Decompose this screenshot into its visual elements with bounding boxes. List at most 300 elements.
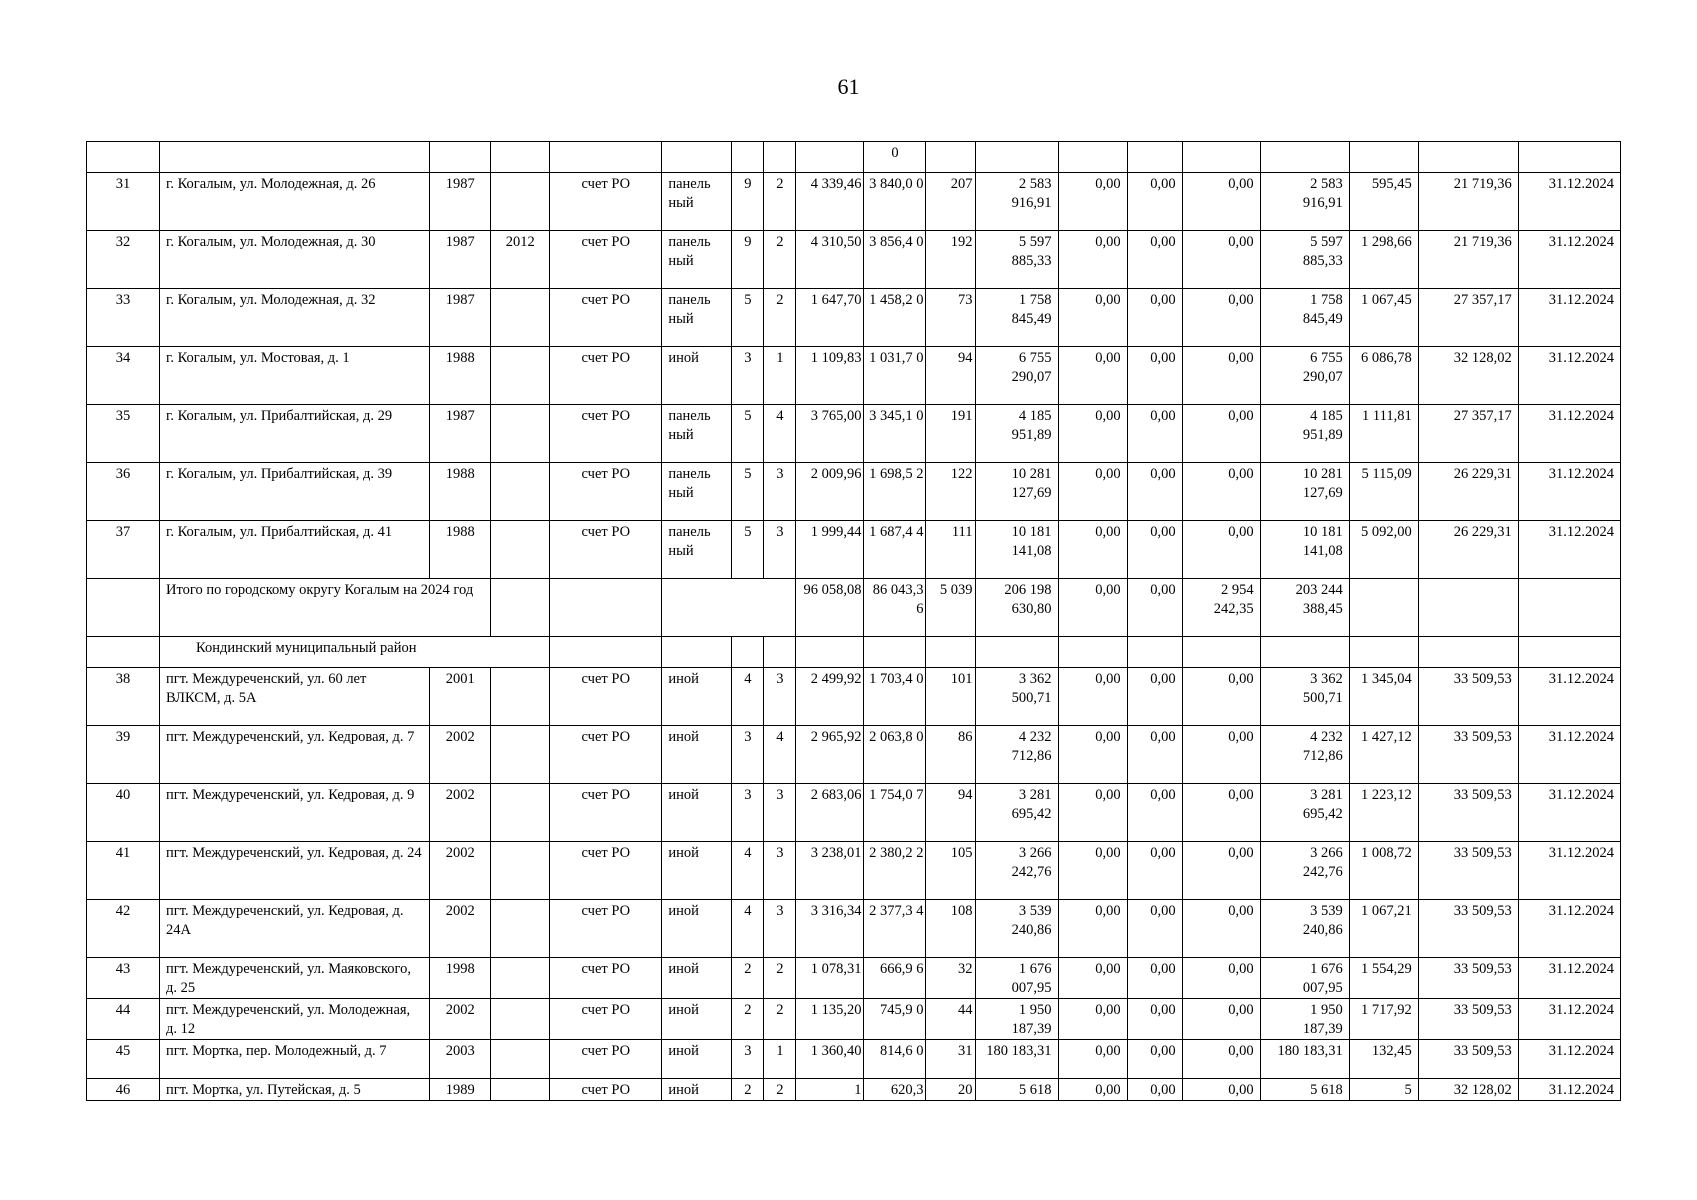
cell-floors: 9 — [732, 231, 764, 289]
cell-fund-regional: 0,00 — [1127, 289, 1182, 347]
cell-max-unit-cost: 33 509,53 — [1418, 726, 1518, 784]
cell-unit-cost: 1 298,66 — [1349, 231, 1418, 289]
cell-fund-federal: 0,00 — [1058, 1079, 1127, 1101]
cell-fund-local: 0,00 — [1182, 958, 1260, 999]
cell-fund-federal: 0,00 — [1058, 726, 1127, 784]
cell-residents: 32 — [926, 958, 975, 999]
cell-address: пгт. Мортка, ул. Путейская, д. 5 — [160, 1079, 430, 1101]
cell-floors: 3 — [732, 784, 764, 842]
cell-max-unit-cost: 21 719,36 — [1418, 231, 1518, 289]
cell-year-built: 2001 — [430, 668, 491, 726]
cell-fund-federal: 0,00 — [1058, 958, 1127, 999]
cell-floors: 4 — [732, 900, 764, 958]
cell-empty — [1349, 637, 1418, 668]
cell-entrances: 3 — [764, 521, 796, 579]
cell-year-built: 2002 — [430, 784, 491, 842]
subtotal-area2: 86 043,3 6 — [864, 579, 926, 637]
cell-floors: 3 — [732, 347, 764, 405]
cell-fund-regional: 0,00 — [1127, 958, 1182, 999]
cell-total-area: 3 765,00 — [796, 405, 864, 463]
cell-fund-regional: 0,00 — [1127, 668, 1182, 726]
cell-fund-federal: 0,00 — [1058, 1040, 1127, 1079]
cell-fund-federal: 0,00 — [1058, 999, 1127, 1040]
cell-number: 33 — [87, 289, 160, 347]
cell-number: 43 — [87, 958, 160, 999]
cell-total-cost: 3 362 500,71 — [975, 668, 1058, 726]
cell-fund-local: 0,00 — [1182, 289, 1260, 347]
cell-living-area: 2 380,2 2 — [864, 842, 926, 900]
cell-funding: счет РО — [550, 999, 662, 1040]
cell-year-built: 2002 — [430, 900, 491, 958]
cell-fund-owners: 3 362 500,71 — [1260, 668, 1349, 726]
cell-plan-date: 31.12.2024 — [1518, 784, 1620, 842]
cell-entrances: 4 — [764, 405, 796, 463]
cell-unit-cost: 132,45 — [1349, 1040, 1418, 1079]
cell-entrances: 2 — [764, 1079, 796, 1101]
cell-year-overhaul — [491, 784, 550, 842]
cell-funding: счет РО — [550, 726, 662, 784]
cell-year-overhaul — [491, 1040, 550, 1079]
cell-wall-material: панель ный — [662, 231, 732, 289]
cell-fund-local: 0,00 — [1182, 1079, 1260, 1101]
cell-area-living-continued: 0 — [864, 142, 926, 173]
cell-wall-material: панель ный — [662, 521, 732, 579]
cell-year-built: 1987 — [430, 231, 491, 289]
cell-empty — [491, 579, 550, 637]
cell-fund-owners: 3 539 240,86 — [1260, 900, 1349, 958]
cell-unit-cost: 5 092,00 — [1349, 521, 1418, 579]
cell-floors: 3 — [732, 1040, 764, 1079]
cell-funding: счет РО — [550, 900, 662, 958]
cell-residents: 94 — [926, 784, 975, 842]
cell-max-unit-cost: 33 509,53 — [1418, 668, 1518, 726]
cell-max-unit-cost: 26 229,31 — [1418, 521, 1518, 579]
cell-floors: 9 — [732, 173, 764, 231]
subtotal-row — [87, 579, 1621, 637]
cell-address: г. Когалым, ул. Прибалтийская, д. 39 — [160, 463, 430, 521]
cell-max-unit-cost: 33 509,53 — [1418, 958, 1518, 999]
cell-empty — [1418, 579, 1518, 637]
cell-total-area: 1 360,40 — [796, 1040, 864, 1079]
cell-fund-owners: 2 583 916,91 — [1260, 173, 1349, 231]
cell-unit-cost: 1 554,29 — [1349, 958, 1418, 999]
cell-entrances: 3 — [764, 842, 796, 900]
cell-fund-regional: 0,00 — [1127, 231, 1182, 289]
cell-total-cost: 6 755 290,07 — [975, 347, 1058, 405]
cell-fund-owners: 4 232 712,86 — [1260, 726, 1349, 784]
cell-address: пгт. Междуреченский, ул. Кедровая, д. 24А — [160, 900, 430, 958]
cell-funding: счет РО — [550, 668, 662, 726]
cell-wall-material: иной — [662, 726, 732, 784]
cell-address: пгт. Междуреченский, ул. Кедровая, д. 24 — [160, 842, 430, 900]
cell-fund-owners: 3 266 242,76 — [1260, 842, 1349, 900]
table-row — [87, 463, 1621, 521]
table-row — [87, 521, 1621, 579]
cell-year-built: 1987 — [430, 405, 491, 463]
cell-total-area: 1 109,83 — [796, 347, 864, 405]
cell-residents: 111 — [926, 521, 975, 579]
cell-year-overhaul — [491, 347, 550, 405]
cell-total-area: 4 310,50 — [796, 231, 864, 289]
cell-residents: 73 — [926, 289, 975, 347]
cell-total-cost: 1 758 845,49 — [975, 289, 1058, 347]
cell-number: 46 — [87, 1079, 160, 1101]
subtotal-f4: 203 244 388,45 — [1260, 579, 1349, 637]
cell-fund-regional: 0,00 — [1127, 999, 1182, 1040]
cell-unit-cost: 1 008,72 — [1349, 842, 1418, 900]
cell-empty — [1418, 637, 1518, 668]
cell-living-area: 745,9 0 — [864, 999, 926, 1040]
cell-total-cost: 10 181 141,08 — [975, 521, 1058, 579]
cell-total-area: 2 965,92 — [796, 726, 864, 784]
cell-address: г. Когалым, ул. Прибалтийская, д. 29 — [160, 405, 430, 463]
cell-total-area: 1 135,20 — [796, 999, 864, 1040]
cell-wall-material: иной — [662, 668, 732, 726]
cell-fund-federal: 0,00 — [1058, 668, 1127, 726]
cell-max-unit-cost: 27 357,17 — [1418, 289, 1518, 347]
cell-entrances: 2 — [764, 231, 796, 289]
cell-empty — [1518, 637, 1620, 668]
cell-living-area: 1 703,4 0 — [864, 668, 926, 726]
cell-address: пгт. Междуреченский, ул. Кедровая, д. 9 — [160, 784, 430, 842]
cell-empty — [764, 637, 796, 668]
cell-unit-cost: 5 115,09 — [1349, 463, 1418, 521]
cell-year-overhaul — [491, 289, 550, 347]
cell-fund-owners: 5 618 — [1260, 1079, 1349, 1101]
buildings-table — [86, 141, 1621, 1101]
page-number: 61 — [837, 74, 860, 99]
cell-plan-date: 31.12.2024 — [1518, 289, 1620, 347]
cell-unit-cost: 6 086,78 — [1349, 347, 1418, 405]
table-row — [87, 231, 1621, 289]
cell-residents: 108 — [926, 900, 975, 958]
cell-unit-cost: 1 427,12 — [1349, 726, 1418, 784]
subtotal-total: 206 198 630,80 — [975, 579, 1058, 637]
cell-floors: 4 — [732, 668, 764, 726]
cell-residents: 44 — [926, 999, 975, 1040]
cell-living-area: 1 698,5 2 — [864, 463, 926, 521]
cell-fund-federal: 0,00 — [1058, 784, 1127, 842]
cell-max-unit-cost: 33 509,53 — [1418, 784, 1518, 842]
cell-number: 38 — [87, 668, 160, 726]
cell-total-area: 2 499,92 — [796, 668, 864, 726]
cell-residents: 20 — [926, 1079, 975, 1101]
cell-entrances: 2 — [764, 999, 796, 1040]
cell-empty — [550, 579, 662, 637]
cell-number: 35 — [87, 405, 160, 463]
cell-fund-local: 0,00 — [1182, 668, 1260, 726]
cell-year-built: 1987 — [430, 289, 491, 347]
cell-year-built: 1988 — [430, 521, 491, 579]
cell-fund-owners: 10 181 141,08 — [1260, 521, 1349, 579]
table-row — [87, 405, 1621, 463]
cell-fund-regional: 0,00 — [1127, 463, 1182, 521]
cell-funding: счет РО — [550, 173, 662, 231]
cell-empty — [1127, 637, 1182, 668]
cell-residents: 86 — [926, 726, 975, 784]
cell-max-unit-cost: 26 229,31 — [1418, 463, 1518, 521]
cell-empty — [662, 637, 732, 668]
subtotal-area: 96 058,08 — [796, 579, 864, 637]
cell-floors: 5 — [732, 289, 764, 347]
cell-empty — [87, 637, 160, 668]
cell-wall-material: иной — [662, 1079, 732, 1101]
cell-entrances: 2 — [764, 958, 796, 999]
cell-floors: 5 — [732, 521, 764, 579]
cell-unit-cost: 1 345,04 — [1349, 668, 1418, 726]
table-row — [87, 726, 1621, 784]
cell-number: 41 — [87, 842, 160, 900]
cell-max-unit-cost: 32 128,02 — [1418, 347, 1518, 405]
cell-number: 39 — [87, 726, 160, 784]
cell-living-area: 1 031,7 0 — [864, 347, 926, 405]
cell-wall-material: иной — [662, 900, 732, 958]
cell-address: г. Когалым, ул. Прибалтийская, д. 41 — [160, 521, 430, 579]
cell-address: пгт. Междуреченский, ул. Молодежная, д. 12 — [160, 999, 430, 1040]
section-row — [87, 637, 1621, 668]
cell-total-area: 1 — [796, 1079, 864, 1101]
cell-total-cost: 3 266 242,76 — [975, 842, 1058, 900]
cell-funding: счет РО — [550, 347, 662, 405]
cell-fund-local: 0,00 — [1182, 231, 1260, 289]
table-row — [87, 1079, 1621, 1101]
cell-entrances: 3 — [764, 668, 796, 726]
cell-total-area: 3 238,01 — [796, 842, 864, 900]
cell-max-unit-cost: 21 719,36 — [1418, 173, 1518, 231]
cell-total-area: 1 999,44 — [796, 521, 864, 579]
cell-year-built: 1989 — [430, 1079, 491, 1101]
cell-fund-federal: 0,00 — [1058, 173, 1127, 231]
cell-entrances: 3 — [764, 463, 796, 521]
cell-plan-date: 31.12.2024 — [1518, 668, 1620, 726]
cell-plan-date: 31.12.2024 — [1518, 726, 1620, 784]
cell-empty — [1518, 579, 1620, 637]
cell-plan-date: 31.12.2024 — [1518, 842, 1620, 900]
cell-wall-material: иной — [662, 842, 732, 900]
cell-address: пгт. Междуреченский, ул. Кедровая, д. 7 — [160, 726, 430, 784]
cell-entrances: 1 — [764, 1040, 796, 1079]
subtotal-ppl: 5 039 — [926, 579, 975, 637]
cell-entrances: 2 — [764, 173, 796, 231]
cell-unit-cost: 1 717,92 — [1349, 999, 1418, 1040]
cell-floors: 5 — [732, 463, 764, 521]
cell-plan-date: 31.12.2024 — [1518, 231, 1620, 289]
cell-number: 34 — [87, 347, 160, 405]
cell-fund-regional: 0,00 — [1127, 842, 1182, 900]
cell-residents: 191 — [926, 405, 975, 463]
cell-total-area: 2 009,96 — [796, 463, 864, 521]
cell-total-cost: 5 597 885,33 — [975, 231, 1058, 289]
cell-wall-material: иной — [662, 784, 732, 842]
cell-max-unit-cost: 32 128,02 — [1418, 1079, 1518, 1101]
cell-address: г. Когалым, ул. Молодежная, д. 32 — [160, 289, 430, 347]
cell-fund-regional: 0,00 — [1127, 900, 1182, 958]
cell-unit-cost: 1 223,12 — [1349, 784, 1418, 842]
cell-residents: 192 — [926, 231, 975, 289]
cell-fund-local: 0,00 — [1182, 463, 1260, 521]
cell-year-built: 1987 — [430, 173, 491, 231]
cell-funding: счет РО — [550, 1079, 662, 1101]
cell-fund-regional: 0,00 — [1127, 173, 1182, 231]
cell-fund-owners: 5 597 885,33 — [1260, 231, 1349, 289]
cell-living-area: 2 063,8 0 — [864, 726, 926, 784]
cell-year-overhaul — [491, 726, 550, 784]
cell-year-built: 2002 — [430, 726, 491, 784]
cell-total-area: 4 339,46 — [796, 173, 864, 231]
cell-entrances: 2 — [764, 289, 796, 347]
cell-address: пгт. Междуреченский, ул. Маяковского, д. 25 — [160, 958, 430, 999]
cell-plan-date: 31.12.2024 — [1518, 347, 1620, 405]
cell-year-overhaul — [491, 173, 550, 231]
cell-year-built: 2002 — [430, 999, 491, 1040]
table-row — [87, 1040, 1621, 1079]
cell-living-area: 1 458,2 0 — [864, 289, 926, 347]
table-row — [87, 289, 1621, 347]
cell-total-cost: 180 183,31 — [975, 1040, 1058, 1079]
table-row — [87, 142, 1621, 173]
cell-floors: 3 — [732, 726, 764, 784]
cell-living-area: 1 687,4 4 — [864, 521, 926, 579]
cell-year-overhaul — [491, 999, 550, 1040]
cell-fund-regional: 0,00 — [1127, 347, 1182, 405]
cell-entrances: 1 — [764, 347, 796, 405]
cell-fund-federal: 0,00 — [1058, 521, 1127, 579]
cell-wall-material: панель ный — [662, 463, 732, 521]
cell-max-unit-cost: 33 509,53 — [1418, 842, 1518, 900]
cell-fund-regional: 0,00 — [1127, 405, 1182, 463]
cell-fund-owners: 6 755 290,07 — [1260, 347, 1349, 405]
cell-floors: 4 — [732, 842, 764, 900]
cell-fund-federal: 0,00 — [1058, 842, 1127, 900]
cell-wall-material: панель ный — [662, 405, 732, 463]
cell-year-overhaul — [491, 842, 550, 900]
cell-address: г. Когалым, ул. Молодежная, д. 30 — [160, 231, 430, 289]
cell-floors: 5 — [732, 405, 764, 463]
cell-funding: счет РО — [550, 463, 662, 521]
cell-total-cost: 1 950 187,39 — [975, 999, 1058, 1040]
subtotal-label: Итого по городскому округу Когалым на 2024 год — [160, 579, 491, 637]
cell-fund-regional: 0,00 — [1127, 521, 1182, 579]
cell-year-overhaul — [491, 405, 550, 463]
cell-fund-local: 0,00 — [1182, 784, 1260, 842]
cell-residents: 101 — [926, 668, 975, 726]
cell-year-built: 1988 — [430, 463, 491, 521]
cell-fund-local: 0,00 — [1182, 999, 1260, 1040]
cell-year-overhaul — [491, 521, 550, 579]
cell-fund-federal: 0,00 — [1058, 289, 1127, 347]
cell-funding: счет РО — [550, 231, 662, 289]
cell-year-built: 1998 — [430, 958, 491, 999]
cell-empty — [732, 637, 764, 668]
cell-year-built: 1988 — [430, 347, 491, 405]
cell-living-area: 666,9 6 — [864, 958, 926, 999]
cell-year-overhaul — [491, 900, 550, 958]
cell-wall-material: панель ный — [662, 173, 732, 231]
cell-living-area: 3 856,4 0 — [864, 231, 926, 289]
cell-year-overhaul: 2012 — [491, 231, 550, 289]
cell-number: 36 — [87, 463, 160, 521]
cell-living-area: 3 345,1 0 — [864, 405, 926, 463]
cell-max-unit-cost: 33 509,53 — [1418, 900, 1518, 958]
cell-address: г. Когалым, ул. Мостовая, д. 1 — [160, 347, 430, 405]
cell-fund-regional: 0,00 — [1127, 1079, 1182, 1101]
cell-living-area: 2 377,3 4 — [864, 900, 926, 958]
cell-year-built: 2002 — [430, 842, 491, 900]
cell-residents: 31 — [926, 1040, 975, 1079]
cell-number: 45 — [87, 1040, 160, 1079]
cell-residents: 207 — [926, 173, 975, 231]
cell-total-cost: 4 232 712,86 — [975, 726, 1058, 784]
table-row — [87, 842, 1621, 900]
cell-fund-local: 0,00 — [1182, 405, 1260, 463]
cell-funding: счет РО — [550, 289, 662, 347]
cell-empty — [1260, 637, 1349, 668]
cell-fund-regional: 0,00 — [1127, 1040, 1182, 1079]
cell-fund-federal: 0,00 — [1058, 900, 1127, 958]
cell-fund-regional: 0,00 — [1127, 784, 1182, 842]
cell-fund-local: 0,00 — [1182, 842, 1260, 900]
cell-empty — [975, 637, 1058, 668]
cell-living-area: 3 840,0 0 — [864, 173, 926, 231]
cell-fund-local: 0,00 — [1182, 173, 1260, 231]
cell-funding: счет РО — [550, 958, 662, 999]
cell-living-area: 620,3 — [864, 1079, 926, 1101]
cell-entrances: 3 — [764, 900, 796, 958]
cell-unit-cost: 1 067,21 — [1349, 900, 1418, 958]
cell-fund-owners: 3 281 695,42 — [1260, 784, 1349, 842]
cell-year-built: 2003 — [430, 1040, 491, 1079]
table-row — [87, 347, 1621, 405]
cell-residents: 105 — [926, 842, 975, 900]
cell-fund-federal: 0,00 — [1058, 405, 1127, 463]
cell-number: 32 — [87, 231, 160, 289]
table-row — [87, 668, 1621, 726]
cell-empty — [550, 637, 662, 668]
cell-total-cost: 1 676 007,95 — [975, 958, 1058, 999]
cell-wall-material: иной — [662, 999, 732, 1040]
cell-wall-material: иной — [662, 347, 732, 405]
cell-floors: 2 — [732, 1079, 764, 1101]
cell-empty — [662, 579, 796, 637]
cell-empty — [87, 579, 160, 637]
cell-funding: счет РО — [550, 784, 662, 842]
cell-empty — [864, 637, 926, 668]
cell-wall-material: иной — [662, 1040, 732, 1079]
cell-fund-local: 0,00 — [1182, 521, 1260, 579]
cell-year-overhaul — [491, 463, 550, 521]
cell-total-cost: 5 618 — [975, 1079, 1058, 1101]
cell-total-cost: 3 281 695,42 — [975, 784, 1058, 842]
cell-wall-material: иной — [662, 958, 732, 999]
cell-unit-cost: 1 067,45 — [1349, 289, 1418, 347]
subtotal-f3: 2 954 242,35 — [1182, 579, 1260, 637]
cell-address: пгт. Междуреченский, ул. 60 лет ВЛКСМ, д. 5А — [160, 668, 430, 726]
section-title: Кондинский муниципальный район — [160, 637, 550, 668]
cell-residents: 94 — [926, 347, 975, 405]
cell-empty — [1058, 637, 1127, 668]
cell-total-cost: 2 583 916,91 — [975, 173, 1058, 231]
cell-number: 42 — [87, 900, 160, 958]
table-row — [87, 999, 1621, 1040]
cell-fund-owners: 10 281 127,69 — [1260, 463, 1349, 521]
cell-fund-federal: 0,00 — [1058, 347, 1127, 405]
cell-plan-date: 31.12.2024 — [1518, 1079, 1620, 1101]
cell-total-area: 3 316,34 — [796, 900, 864, 958]
cell-fund-local: 0,00 — [1182, 900, 1260, 958]
cell-empty — [1182, 637, 1260, 668]
cell-funding: счет РО — [550, 1040, 662, 1079]
cell-fund-owners: 180 183,31 — [1260, 1040, 1349, 1079]
